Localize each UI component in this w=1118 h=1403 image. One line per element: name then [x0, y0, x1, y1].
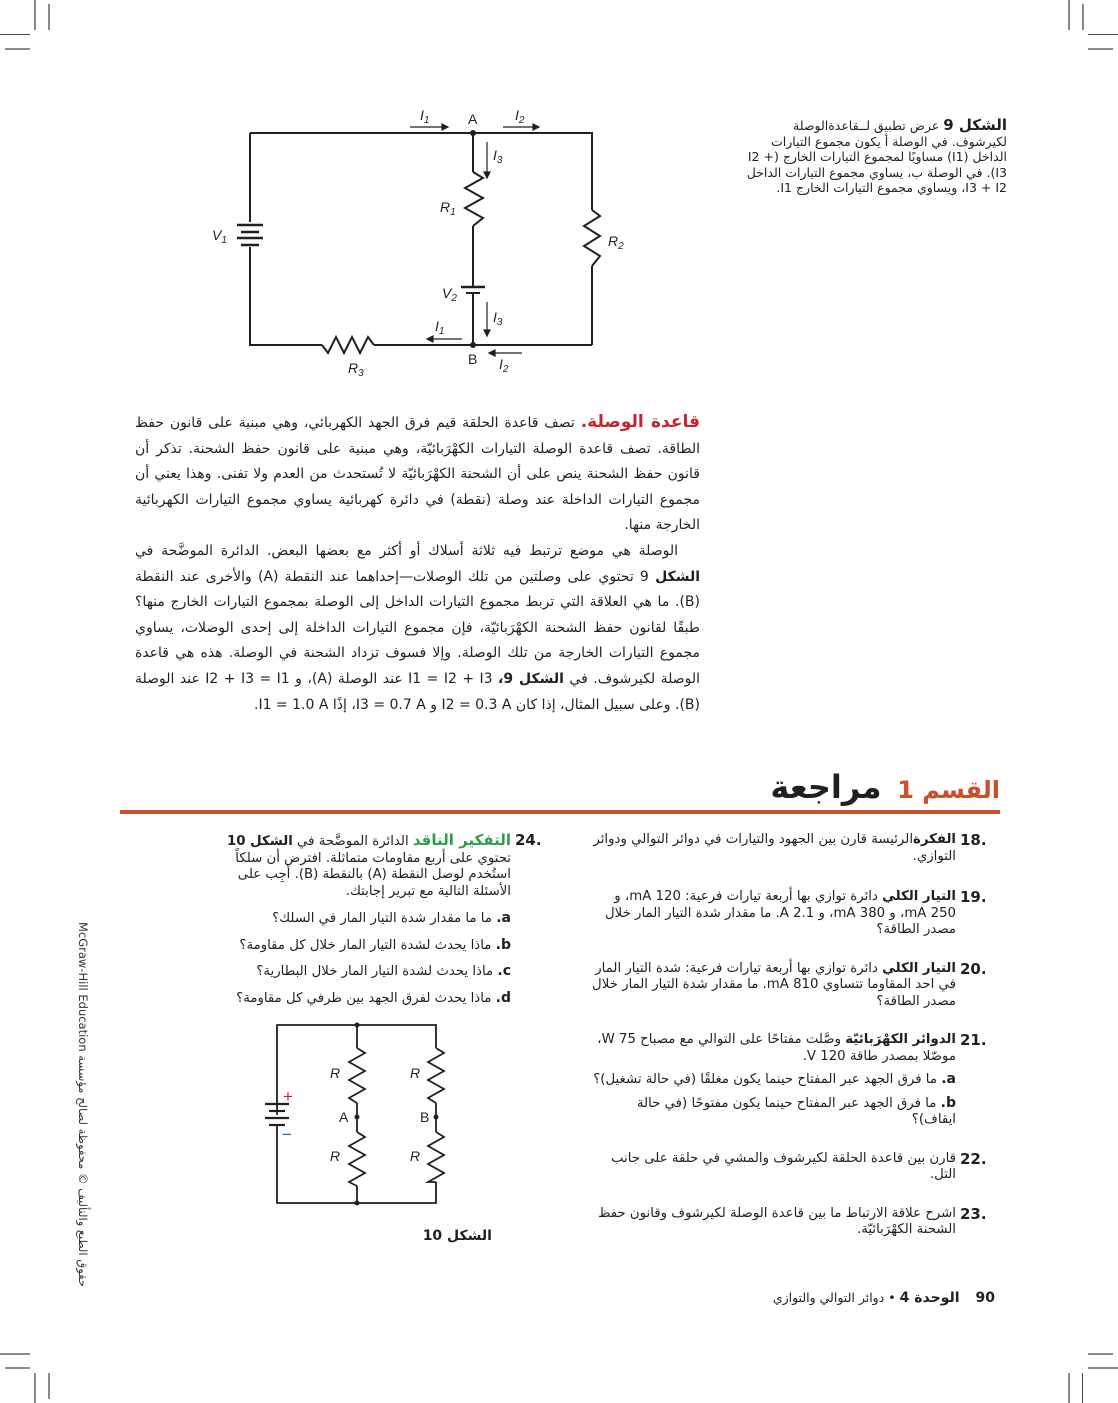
- question-text: دائرة توازي بها أربعة تيارات فرعية: شدة التيار المار في احد المقاوما تتساوي 810 mA. ما مقدار شدة التيار المار خلال مصدر الطاقة؟: [592, 960, 956, 1009]
- node-top: [355, 1023, 360, 1028]
- label-i2-bottom: $I_2$: [499, 356, 509, 375]
- question-number: 22.: [960, 1149, 987, 1168]
- resistor-r2: [584, 210, 600, 266]
- paragraph-1: [135, 410, 700, 539]
- question-number: 19.: [960, 888, 987, 906]
- resistor-r-bottom-right: [428, 1132, 444, 1182]
- crop-mark: [48, 1373, 50, 1399]
- label-i3-top: $I_3$: [493, 147, 503, 166]
- label-r: R: [330, 1148, 341, 1164]
- wire: [250, 133, 592, 210]
- question-22: [590, 1151, 990, 1184]
- question-keyword: التفكير الناقد: [412, 831, 511, 849]
- crop-mark: [34, 0, 36, 30]
- sub-letter: a.: [496, 910, 511, 926]
- question-21a: [590, 1071, 956, 1089]
- question-keyword: التيار الكلي: [882, 960, 956, 976]
- label-r: R: [410, 1065, 421, 1081]
- question-24b: [200, 937, 511, 955]
- resistor-r-top-left: [349, 1048, 365, 1103]
- question-text: الرئيسة قارن بين الجهود والتيارات في دوائر التوالي ودوائر التوازي.: [593, 832, 956, 864]
- paragraph-2-text-c: I1 = I2 + I3 عند الوصلة (A)، و I2 + I3 = I1 عند الوصلة (B). وعلى سبيل المثال، إذا كان I2 = 0.3 A و I3 = 0.7 A، إذًا I1 = 1.0 A.: [135, 670, 700, 713]
- resistor-r1: [465, 172, 483, 226]
- paragraph-2-text-b: 9 تحتوي على وصلتين من تلك الوصلات—إحداهما عند النقطة (A) والأخرى عند النقطة (B). ما هي العلاقة التي تربط مجموع التيارات الداخل إلى الوصلة بمجموع التيارات الخارج منها؟ طبقًا لقانون حفظ الشحنة الكهْرَبائيّة، فإن مجموع التيارات الداخلة إلى إحدى الوصلات، يساوي مجموع التيارات الخارجة من تلك الوصلة. وإلا فسوف تزداد الشحنة في الوصلة. هذه هي قاعدة الوصلة لكيرشوف. في: [135, 568, 700, 687]
- question-text: قارن بين قاعدة الحلقة لكيرشوف والمشي في حلقة على جانب التل.: [610, 1150, 956, 1182]
- crop-mark: [1088, 48, 1113, 50]
- question-23: [590, 1206, 990, 1239]
- plus-sign: +: [283, 1087, 293, 1106]
- battery-v2: [461, 287, 485, 293]
- question-text: تحتوي على أربع مقاومات متماثلة. افترض أن سلكاً استُخدم لوصل النقطة (A) بالنقطة (B). أجِب على الأسئلة التالية مع تبرير إجابتك.: [235, 850, 511, 899]
- figure-ref: الشكل: [655, 568, 701, 585]
- question-body: [590, 961, 956, 1011]
- copyright-notice: McGraw-Hill Education حقوق الطبع والتأليف © محفوظة لصالح مؤسسة: [76, 922, 90, 1288]
- label-v2: $V_2$: [442, 285, 457, 304]
- sub-text: ما فرق الجهد عبر المفتاح حينما يكون مغلقًا (في حالة تشغيل)؟: [593, 1072, 937, 1087]
- junction-rule-section: [135, 410, 700, 718]
- figure-ref: الشكل 10: [226, 834, 293, 849]
- junction-b: [470, 342, 476, 348]
- question-number: 18.: [960, 831, 987, 849]
- question-24-stem: [200, 832, 545, 900]
- question-number: 24.: [515, 831, 542, 849]
- question-18: [590, 832, 990, 865]
- section-header: [600, 768, 1000, 806]
- section-rule: [120, 810, 1000, 814]
- question-number: 21.: [960, 1031, 987, 1049]
- figure-ref: الشكل 9،: [498, 670, 564, 687]
- label-b: B: [468, 351, 478, 367]
- figure9-caption-label: الشكل 9: [943, 116, 1007, 134]
- crop-mark: [1088, 1353, 1113, 1355]
- question-24d: [200, 990, 511, 1008]
- sub-text: ما ما مقدار شدة التيار المار في السلك؟: [272, 911, 492, 926]
- unit-label: الوحدة 4: [899, 1290, 960, 1306]
- sub-letter: c.: [497, 963, 511, 979]
- question-number: 23.: [960, 1204, 987, 1223]
- label-i3-bottom: $I_3$: [493, 309, 503, 328]
- question-24: [200, 832, 545, 1007]
- question-keyword: الفكرة: [913, 832, 956, 847]
- node-a: [355, 1115, 360, 1120]
- sub-letter: b.: [495, 936, 511, 953]
- figure9-caption-text: عرض تطبيق لــقاعدةالوصلة لكيرشوف. في الوصلة أ يكون مجموع التيارات الداخل (I1) مساويًا لمجموع التيارات الخارج (I2 + I3). في الوصلة ب، يساوي مجموع التيارات الداخل I3 + I2، ويساوي مجموع التيارات الخارج I1.: [746, 118, 1007, 195]
- crop-mark: [34, 1373, 36, 1403]
- label-r1: $R_1$: [440, 199, 456, 218]
- wire: [250, 247, 322, 345]
- sub-text: ماذا يحدث لشدة التيار المار خلال البطارية؟: [256, 964, 494, 979]
- label-i2-top: $I_2$: [515, 107, 525, 126]
- question-24c: [200, 963, 511, 981]
- question-21b: [590, 1095, 956, 1129]
- question-body: [590, 1032, 956, 1065]
- resistor-r-top-right: [428, 1048, 444, 1103]
- label-b: B: [420, 1109, 430, 1125]
- label-i1-top: $I_1$: [420, 107, 430, 126]
- question-text: وصَّلت مفتاحًا على التوالي مع مصباح 75 W، موصّلا بمصدر طاقة 120 V.: [597, 1032, 956, 1064]
- question-24a: [200, 910, 511, 928]
- label-r3: $R_3$: [348, 360, 364, 379]
- section-title: مراجعة: [770, 768, 882, 806]
- question-number: 20.: [960, 959, 987, 978]
- question-text: اشرح علاقة الارتباط ما بين قاعدة الوصلة لكيرشوف وقانون حفظ الشحنة الكهْرَبائيّة.: [598, 1205, 956, 1237]
- sub-text: ماذا يحدث لشدة التيار المار خلال كل مقاومة؟: [239, 937, 492, 953]
- sub-letter: b.: [940, 1094, 956, 1111]
- question-body: [590, 832, 956, 865]
- crop-mark: [1088, 1367, 1118, 1369]
- junction-a: [470, 130, 476, 136]
- node-bottom: [355, 1201, 360, 1206]
- paragraph-1-text: تصف قاعدة الحلقة قيم فرق الجهد الكهربائي، وهي مبنية على قانون حفظ الطاقة. تصف قاعدة الوصلة التيارات الكهْرَبائيّة، وهي مبنية على قانون حفظ الشحنة. تذكر أن قانون حفظ الشحنة ينص على أن الشحنة الكهْرَبائيّة لا تُستحدث من العدم ولا تفنى. وهذا يعني أن مجموع التيارات الداخلة عند وصلة (نقطة) في دائرة كهربائية يساوي مجموع التيارات الكهربائية الخارجة منها.: [135, 415, 700, 534]
- crop-mark: [5, 48, 30, 50]
- node-b: [434, 1115, 439, 1120]
- label-v1: $V_1$: [212, 227, 227, 246]
- battery-v1: [237, 225, 263, 245]
- figure9-circuit: [200, 100, 640, 390]
- question-body: [200, 832, 511, 900]
- crop-mark: [1068, 0, 1070, 30]
- question-19: [590, 889, 990, 939]
- page-number: 90: [975, 1290, 995, 1306]
- question-text: الدائرة الموضَّحة في: [297, 834, 409, 849]
- label-r: R: [410, 1148, 421, 1164]
- page-footer: [600, 1290, 995, 1306]
- figure10-circuit: [240, 1020, 510, 1220]
- section-lead: قاعدة الوصلة.: [580, 412, 701, 432]
- question-text: دائرة توازي بها أربعة تيارات فرعية: 120 mA، و 250 mA، و 380 mA، و 2.1 A. ما مقدار شدة التيار المار خلال مصدر الطاقة؟: [605, 889, 956, 937]
- label-r2: $R_2$: [608, 233, 624, 252]
- resistor-r3: [322, 337, 374, 353]
- figure9-caption: [745, 118, 1007, 196]
- label-a: A: [339, 1109, 349, 1125]
- sub-text: ماذا يحدث لفرق الجهد بين طرفي كل مقاومة؟: [236, 990, 492, 1006]
- question-keyword: الدوائر الكهْرَبائيّة: [845, 1032, 956, 1047]
- crop-mark: [5, 1367, 30, 1369]
- figure10-caption: الشكل 10: [422, 1228, 492, 1244]
- review-questions-right: [590, 832, 990, 1239]
- section-label: القسم 1: [897, 776, 1000, 804]
- sub-letter: a.: [941, 1071, 956, 1087]
- crop-mark: [48, 4, 50, 30]
- minus-sign: −: [282, 1125, 292, 1144]
- crop-mark: [0, 34, 30, 35]
- question-21: [590, 1032, 990, 1129]
- crop-mark: [1082, 1373, 1083, 1403]
- sub-text: ما فرق الجهد عبر المفتاح حينما يكون مفتوحًا (في حالة ايقاف)؟: [636, 1095, 956, 1127]
- sub-letter: d.: [495, 989, 511, 1006]
- label-a: A: [468, 111, 478, 127]
- crop-mark: [1068, 1373, 1070, 1403]
- chapter-title: دوائر التوالي والتوازي: [772, 1290, 885, 1305]
- paragraph-2-text-a: الوصلة هي موضع ترتبط فيه ثلاثة أسلاك أو أكثر مع بعضها البعض. الدائرة الموضَّحة في: [135, 542, 678, 559]
- question-20: [590, 961, 990, 1011]
- resistor-r-bottom-left: [349, 1132, 365, 1186]
- crop-mark: [1082, 4, 1084, 30]
- label-r: R: [330, 1065, 341, 1081]
- label-i1-bottom: $I_1$: [435, 318, 445, 337]
- crop-mark: [0, 1353, 30, 1355]
- question-keyword: التيار الكلي: [882, 889, 956, 904]
- crop-mark: [1088, 34, 1118, 35]
- bullet-icon: •: [888, 1290, 896, 1305]
- paragraph-2: [135, 539, 700, 718]
- question-body: [590, 889, 956, 939]
